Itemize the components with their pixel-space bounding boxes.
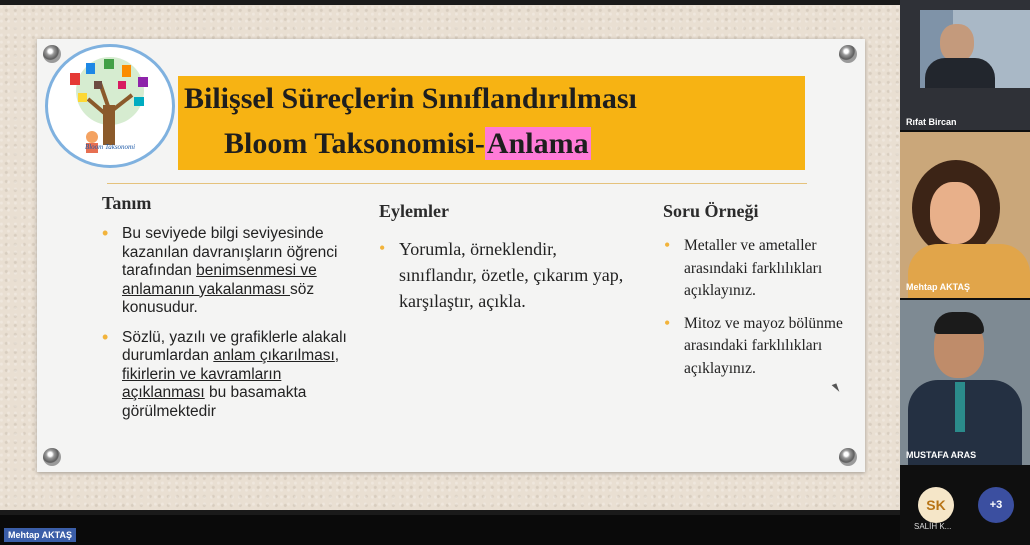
title-banner [178, 76, 805, 170]
participant-body [925, 58, 995, 88]
participant-name: Mehtap AKTAŞ [906, 282, 970, 292]
participant-tile[interactable] [900, 0, 1030, 130]
tanim-text: Bu seviyede bilgi seviyesinde kazanılan davranışların öğrenci tarafından [122, 225, 338, 279]
avatar-name: SALİH K... [914, 522, 952, 531]
pushpin-icon [839, 45, 857, 63]
tanim-list [102, 225, 352, 421]
bloom-taxonomy-logo [45, 44, 175, 168]
heading-tanim: Tanım [102, 193, 152, 213]
eylemler-list [379, 236, 629, 314]
bottom-bar [0, 515, 900, 545]
tanim-underlined: anlam çıkarılması [213, 347, 335, 364]
active-speaker-tag: Mehtap AKTAŞ [4, 528, 76, 542]
list-item: • Mitoz ve mayoz bölünme arasındaki farklılıkları açıklayınız. [664, 313, 844, 381]
tanim-text-end: söz konusudur. [122, 280, 315, 316]
participant-hair [934, 312, 984, 334]
tanim-underlined: fikirlerin ve kavramların açıklanması [122, 365, 282, 401]
list-item: • Yorumla, örneklendir, sınıflandır, özetle, çıkarım yap, karşılaştır, açıkla. [379, 236, 629, 314]
participant-tie [955, 382, 965, 432]
participant-face [940, 24, 974, 62]
slide-title-line1: Bilişsel Süreçlerin Sınıflandırılması [184, 82, 637, 115]
heading-eylemler: Eylemler [379, 201, 449, 221]
title-divider [107, 183, 807, 184]
participants-panel [900, 0, 1030, 545]
soru-list [664, 235, 844, 380]
participant-tile[interactable] [900, 132, 1030, 298]
tanim-text: , [334, 347, 340, 364]
heading-soru-ornegi: Soru Örneği [663, 201, 759, 221]
participant-name: MUSTAFA ARAS [906, 450, 977, 460]
avatar[interactable]: SK [918, 487, 954, 523]
slide-title-prefix: Bloom Taksonomisi- [224, 127, 485, 160]
participant-face [930, 182, 980, 244]
list-item [102, 329, 352, 422]
tanim-text: Sözlü, yazılı ve grafiklerle alakalı durumlardan [122, 328, 347, 364]
participant-tile[interactable] [900, 300, 1030, 465]
more-participants-button[interactable]: +3 [978, 487, 1014, 523]
participant-name: Rıfat Bircan [906, 117, 957, 127]
tanim-underlined: benimsenmesi ve anlamanın yakalanması [122, 262, 317, 298]
tanim-text: bu basamakta görülmektedir [122, 384, 307, 420]
presentation-slide [37, 39, 865, 472]
list-item: • Metaller ve ametaller arasındaki farklılıkları açıklayınız. [664, 235, 844, 303]
list-item [102, 225, 352, 318]
slide-title-line2 [224, 127, 591, 161]
pushpin-icon [43, 45, 61, 63]
pushpin-icon [43, 448, 61, 466]
slide-title-highlight: Anlama [486, 127, 589, 160]
pushpin-icon [839, 448, 857, 466]
logo-caption: Bloom Taksonomi [84, 143, 136, 151]
